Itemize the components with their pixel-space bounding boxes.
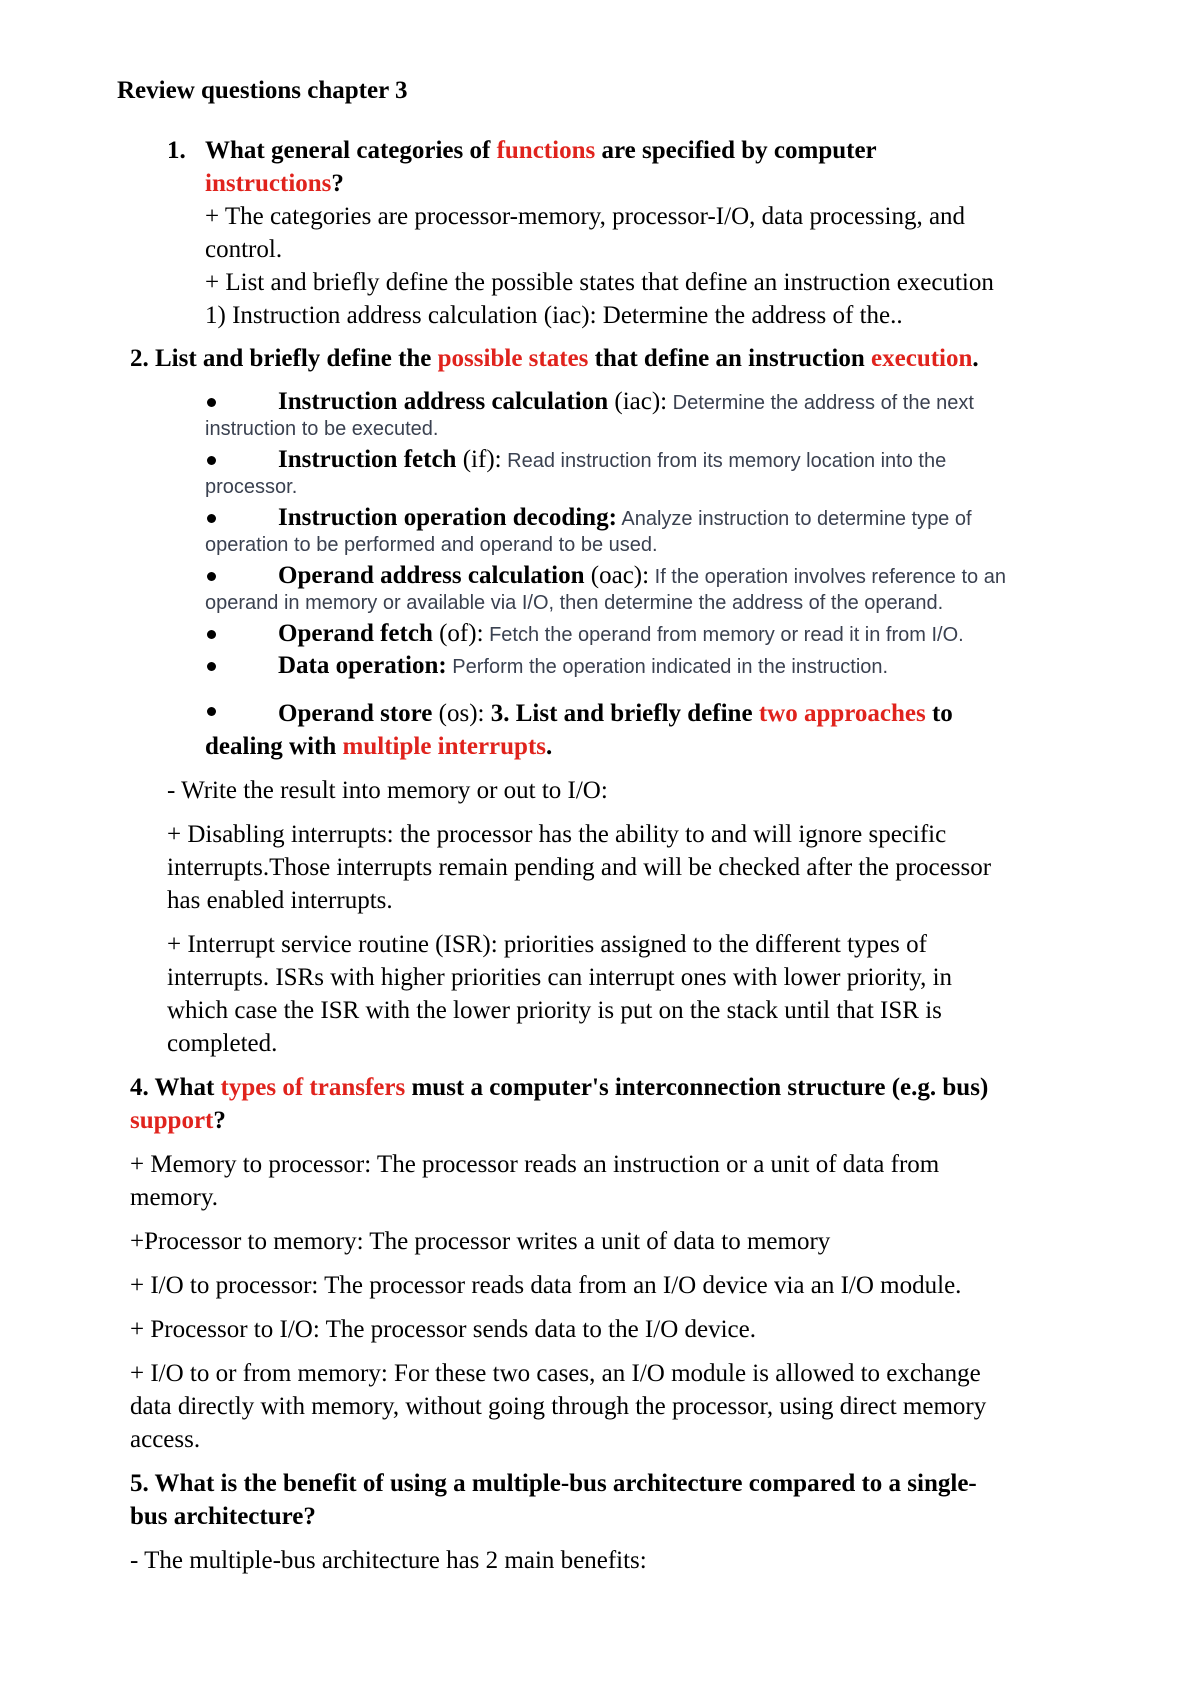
state-item-iac: Instruction address calculation (iac): Determine the address of the next <box>278 388 974 415</box>
q1-question-line2: instructions? <box>205 170 344 197</box>
state-item-oac: Operand address calculation (oac): If the operation involves reference to an <box>278 562 1006 589</box>
q3-p2-line1: + Interrupt service routine (ISR): priorities assigned to the different types of <box>167 931 927 958</box>
state-item-data-op: Data operation: Perform the operation indicated in the instruction. <box>278 652 889 679</box>
q4-answer3: + I/O to processor: The processor reads data from an I/O device via an I/O module. <box>130 1272 962 1299</box>
bullet-icon <box>207 456 216 465</box>
q4-answer5-line1: + I/O to or from memory: For these two cases, an I/O module is allowed to exchange <box>130 1360 981 1387</box>
q4-answer1-line2: memory. <box>130 1184 218 1211</box>
q1-answer-line1: + The categories are processor-memory, processor-I/O, data processing, and <box>205 203 966 230</box>
q3-heading-line2: dealing with multiple interrupts. <box>205 733 553 760</box>
q5-answer: - The multiple-bus architecture has 2 main benefits: <box>130 1547 647 1574</box>
q4-answer1-line1: + Memory to processor: The processor reads an instruction or a unit of data from <box>130 1151 940 1178</box>
q4-heading-line2: support? <box>130 1107 226 1134</box>
q4-answer2: +Processor to memory: The processor writes a unit of data to memory <box>130 1228 831 1255</box>
state-item-decode-desc2: operation to be performed and operand to be used. <box>205 534 658 556</box>
state-item-if-desc2: processor. <box>205 476 298 498</box>
q3-p2-line2: interrupts. ISRs with higher priorities can interrupt ones with lower priority, in <box>167 964 953 991</box>
q3-p1-line3: has enabled interrupts. <box>167 887 393 914</box>
q3-p1-line1: + Disabling interrupts: the processor has the ability to and will ignore specific <box>167 821 947 848</box>
q1-answer-line3: + List and briefly define the possible states that define an instruction execution <box>205 269 994 296</box>
q1-answer-line4: 1) Instruction address calculation (iac): Determine the address of the.. <box>205 302 903 329</box>
state-item-decode: Instruction operation decoding: Analyze instruction to determine type of <box>278 504 972 531</box>
q5-heading-line1: 5. What is the benefit of using a multiple-bus architecture compared to a single- <box>130 1470 977 1497</box>
bullet-icon <box>207 662 216 671</box>
page-title: Review questions chapter 3 <box>117 77 408 104</box>
q4-heading-line1: 4. What types of transfers must a computer's interconnection structure (e.g. bus) <box>130 1074 989 1101</box>
q3-p2-line4: completed. <box>167 1030 278 1057</box>
state-item-os-and-q3: Operand store (os): 3. List and briefly define two approaches to <box>278 700 953 727</box>
q3-p1-line2: interrupts.Those interrupts remain pending and will be checked after the processor <box>167 854 992 881</box>
bullet-icon <box>207 514 216 523</box>
bullet-icon <box>207 707 216 716</box>
q4-answer4: + Processor to I/O: The processor sends data to the I/O device. <box>130 1316 756 1343</box>
bullet-icon <box>207 572 216 581</box>
q5-heading-line2: bus architecture? <box>130 1503 316 1530</box>
q1-answer-line2: control. <box>205 236 283 263</box>
state-item-if: Instruction fetch (if): Read instruction from its memory location into the <box>278 446 947 473</box>
q4-answer5-line2: data directly with memory, without going through the processor, using direct memory <box>130 1393 987 1420</box>
q3-intro: - Write the result into memory or out to I/O: <box>167 777 608 804</box>
bullet-icon <box>207 398 216 407</box>
state-item-of: Operand fetch (of): Fetch the operand from memory or read it in from I/O. <box>278 620 964 647</box>
q1-question-line1: What general categories of functions are specified by computer <box>205 137 877 164</box>
q4-answer5-line3: access. <box>130 1426 201 1453</box>
q3-p2-line3: which case the ISR with the lower priority is put on the stack until that ISR is <box>167 997 942 1024</box>
q2-heading: 2. List and briefly define the possible states that define an instruction execution. <box>130 345 979 372</box>
state-item-iac-desc2: instruction to be executed. <box>205 418 439 440</box>
state-item-oac-desc2: operand in memory or available via I/O, then determine the address of the operand. <box>205 592 944 614</box>
q1-number: 1. <box>167 137 186 164</box>
bullet-icon <box>207 630 216 639</box>
